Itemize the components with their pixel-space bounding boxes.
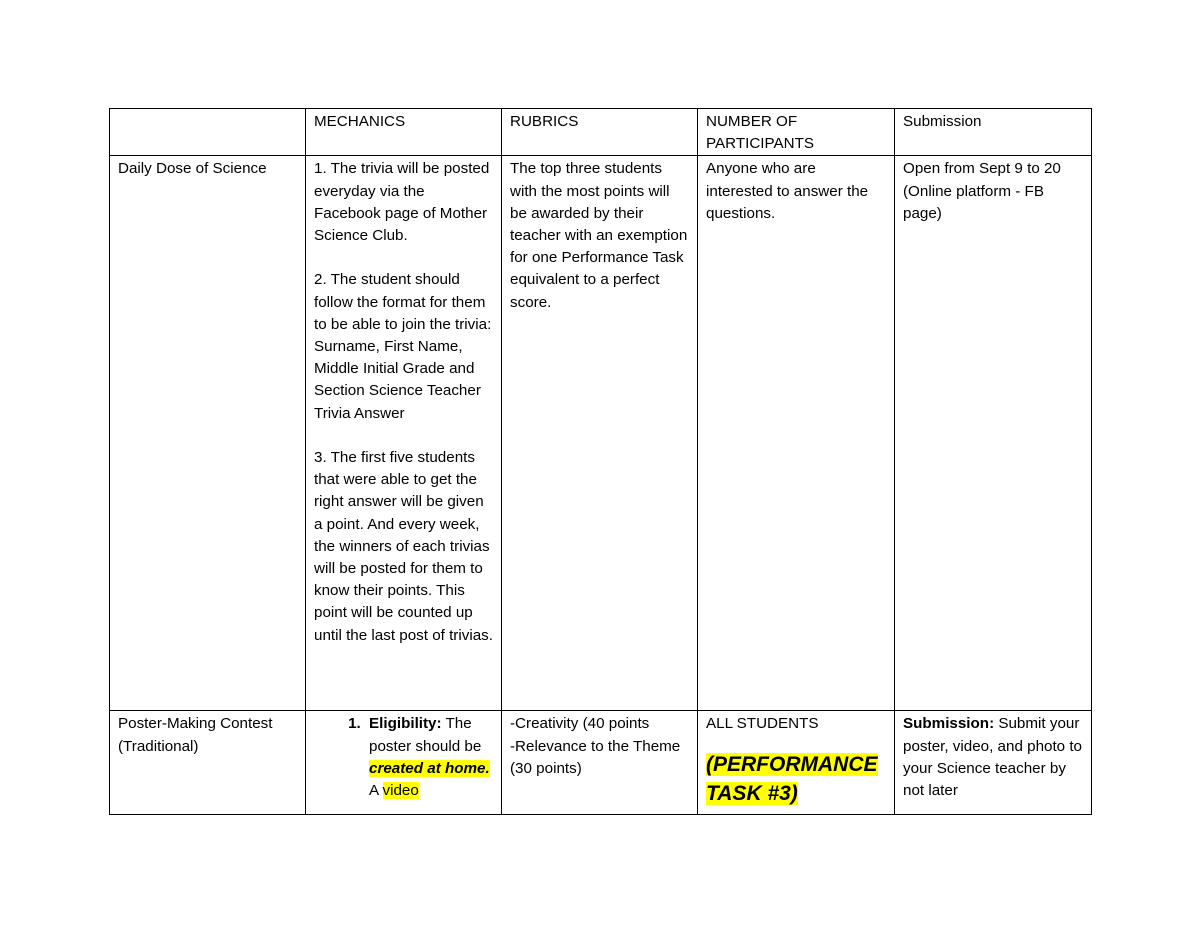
eligibility-label: Eligibility: — [369, 715, 442, 733]
performance-task-badge: (PERFORMANCE TASK #3) — [706, 752, 878, 805]
header-participants: NUMBER OF PARTICIPANTS — [698, 109, 895, 156]
mechanics-step-1: 1. The trivia will be posted everyday via the Facebook page of Mother Science Club. — [314, 160, 490, 245]
events-table — [109, 108, 1092, 815]
participants-cell: Anyone who are interested to answer the questions. — [698, 156, 895, 711]
eligibility-text-2: A — [369, 782, 383, 800]
submission-label: Submission: — [903, 715, 995, 733]
mechanics-list — [314, 713, 493, 802]
event-name-cell: Daily Dose of Science — [110, 156, 306, 711]
submission-cell — [895, 156, 1092, 711]
mechanics-step-3: 3. The first five students that were able to get the right answer will be given a point. And every week, the winners of each trivias will be posted for them to know their points. This point will be counted up until the last post of trivias. — [314, 449, 493, 644]
rubrics-cell: The top three students with the most points will be awarded by their teacher with an exemption for one Performance Task equivalent to a perfect score. — [502, 156, 698, 711]
rubric-creativity: -Creativity (40 points — [510, 715, 650, 733]
rubrics-cell — [502, 711, 698, 815]
eligibility-highlight-2: video — [382, 782, 419, 800]
header-mechanics: MECHANICS — [306, 109, 502, 156]
eligibility-highlight: created at home. — [369, 759, 490, 777]
submission-cell — [895, 711, 1092, 815]
table-row — [110, 711, 1092, 815]
header-submission: Submission — [895, 109, 1092, 156]
event-name-cell: Poster-Making Contest (Traditional) — [110, 711, 306, 815]
rubric-relevance: -Relevance to the Theme (30 points) — [510, 737, 681, 777]
participants-cell — [698, 711, 895, 815]
mechanics-cell — [306, 711, 502, 815]
mechanics-item-eligibility — [365, 713, 493, 802]
submission-text: Submit your poster, video, and photo to your Science teacher by not later — [903, 715, 1083, 800]
submission-schedule: Open from Sept 9 to 20 — [903, 160, 1061, 178]
mechanics-cell — [306, 156, 502, 711]
participants-text: ALL STUDENTS — [706, 715, 819, 733]
header-rubrics: RUBRICS — [502, 109, 698, 156]
eligibility-text: The poster should be — [369, 715, 482, 755]
table-row — [110, 156, 1092, 711]
submission-platform: (Online platform - FB page) — [903, 182, 1044, 222]
table-header-row — [110, 109, 1092, 156]
mechanics-step-2: 2. The student should follow the format for them to be able to join the trivia: Surname, First Name, Middle Initial Grade and Section Science Teacher Trivia Answer — [314, 271, 492, 422]
header-blank-cell — [110, 109, 306, 156]
